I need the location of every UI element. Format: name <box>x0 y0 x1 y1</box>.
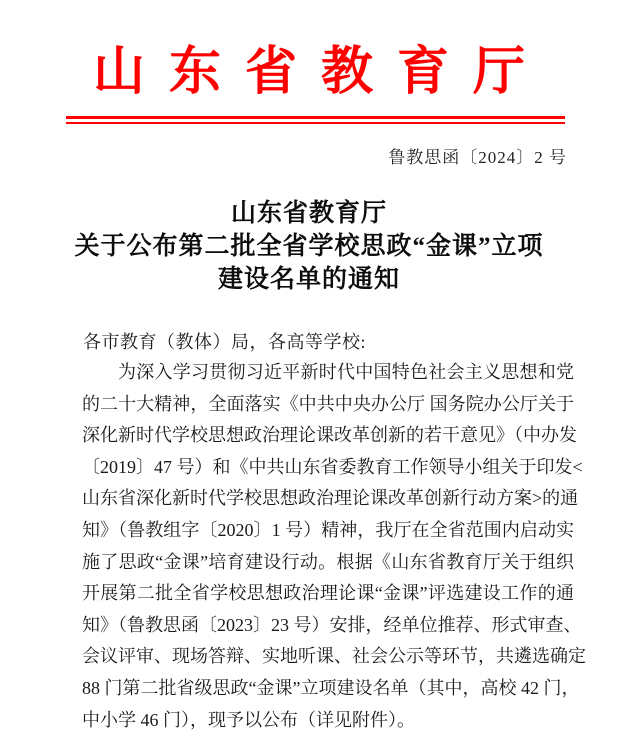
red-divider-thin-line <box>66 122 565 124</box>
document-reference-number: 鲁教思函〔2024〕2 号 <box>388 148 567 167</box>
body-line: 的二十大精神，全面落实《中共中央办公厅 国务院办公厅关于 <box>82 393 574 414</box>
body-line: 深化新时代学校思想政治理论课改革创新的若干意见》（中办发 <box>82 425 577 446</box>
notice-title <box>0 197 618 296</box>
body-line: 为深入学习贯彻习近平新时代中国特色社会主义思想和党 <box>118 362 574 382</box>
agency-masthead: 山东省教育厅 <box>92 44 549 101</box>
body-line: 开展第二批全省学校思想政治理论课“金课”评选建设工作的通 <box>82 583 574 604</box>
body-line: 知》（鲁教思函〔2023〕23 号）安排，经单位推荐、形式审查、 <box>82 614 582 635</box>
body-line: 88 门第二批省级思政“金课”立项建设名单（其中，高校 42 门， <box>82 677 580 698</box>
notice-title-line-2: 关于公布第二批全省学校思政“金课”立项 <box>74 233 544 260</box>
body-line: 中小学 46 门），现予以公布（详见附件）。 <box>82 709 415 730</box>
body-line: 施了思政“金课”培育建设行动。根据《山东省教育厅关于组织 <box>82 551 574 572</box>
body-paragraph <box>82 357 586 736</box>
body-line: 知》（鲁教组字〔2020〕1 号）精神，我厅在全省范围内启动实 <box>82 519 574 540</box>
body-line: 〔2019〕47 号）和《中共山东省委教育工作领导小组关于印发< <box>82 456 583 477</box>
notice-title-line-1: 山东省教育厅 <box>230 200 387 227</box>
red-divider <box>66 116 565 124</box>
red-divider-thick-line <box>66 116 565 119</box>
notice-title-line-3: 建设名单的通知 <box>217 266 400 293</box>
body-line: 山东省深化新时代学校思想政治理论课改革创新行动方案>的通 <box>82 488 579 509</box>
salutation: 各市教育（教体）局，各高等学校: <box>83 332 366 352</box>
body-line: 会议评审、现场答辩、实地听课、社会公示等环节，共遴选确定 <box>82 646 586 667</box>
